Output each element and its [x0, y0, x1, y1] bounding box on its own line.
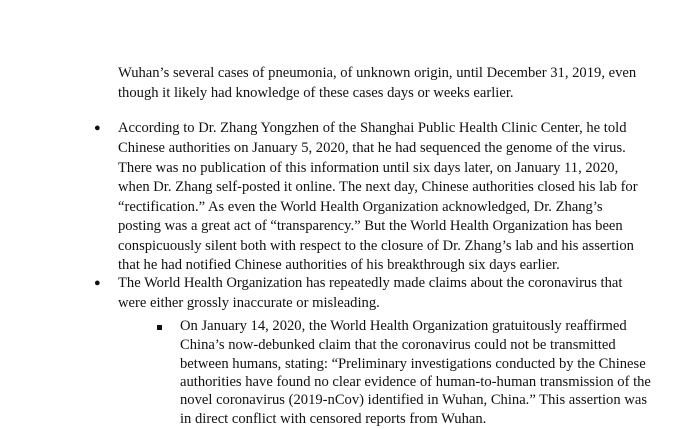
bullet-marker: ●: [94, 122, 101, 134]
sub-bullet-line-4: authorities have found no clear evidence of human-to-human transmission of the: [180, 374, 651, 390]
bullet-2-line-2: were either grossly inaccurate or misleading.: [118, 295, 380, 311]
sub-bullet-line-2: China’s now-debunked claim that the coronavirus could not be transmitted: [180, 337, 616, 353]
intro-line-1: Wuhan’s several cases of pneumonia, of unknown origin, until December 31, 2019, even: [118, 65, 637, 81]
bullet-1-line-4: when Dr. Zhang self-posted it online. The next day, Chinese authorities closed his lab for: [118, 179, 638, 195]
bullet-1-line-7: conspicuously silent both with respect to the closure of Dr. Zhang’s lab and his assertion: [118, 238, 634, 254]
bullet-1-line-1: According to Dr. Zhang Yongzhen of the Shanghai Public Health Clinic Center, he told: [118, 120, 627, 136]
bullet-marker: ●: [94, 277, 101, 289]
sub-bullet-line-3: between humans, stating: “Preliminary investigations conducted by the Chinese: [180, 356, 646, 372]
sub-bullet-line-6: in direct conflict with censored reports from Wuhan.: [180, 411, 487, 427]
square-bullet-marker: [157, 325, 162, 330]
bullet-1-line-2: Chinese authorities on January 5, 2020, that he had sequenced the genome of the virus.: [118, 140, 626, 156]
intro-line-2: though it likely had knowledge of these cases days or weeks earlier.: [118, 85, 514, 101]
sub-bullet-line-1: On January 14, 2020, the World Health Organization gratuitously reaffirmed: [180, 318, 627, 334]
bullet-1-line-8: that he had notified Chinese authorities of his breakthrough six days earlier.: [118, 257, 560, 273]
bullet-1-line-6: posting was a great act of “transparency.” But the World Health Organization has been: [118, 218, 623, 234]
sub-bullet-line-5: novel coronavirus (2019-nCov) identified in Wuhan, China.” This assertion was: [180, 392, 647, 408]
bullet-1-line-5: “rectification.” As even the World Health Organization acknowledged, Dr. Zhang’s: [118, 199, 603, 215]
bullet-1-line-3: There was no publication of this information until six days later, on January 11, 2020,: [118, 160, 619, 176]
bullet-2-line-1: The World Health Organization has repeatedly made claims about the coronavirus that: [118, 275, 623, 291]
